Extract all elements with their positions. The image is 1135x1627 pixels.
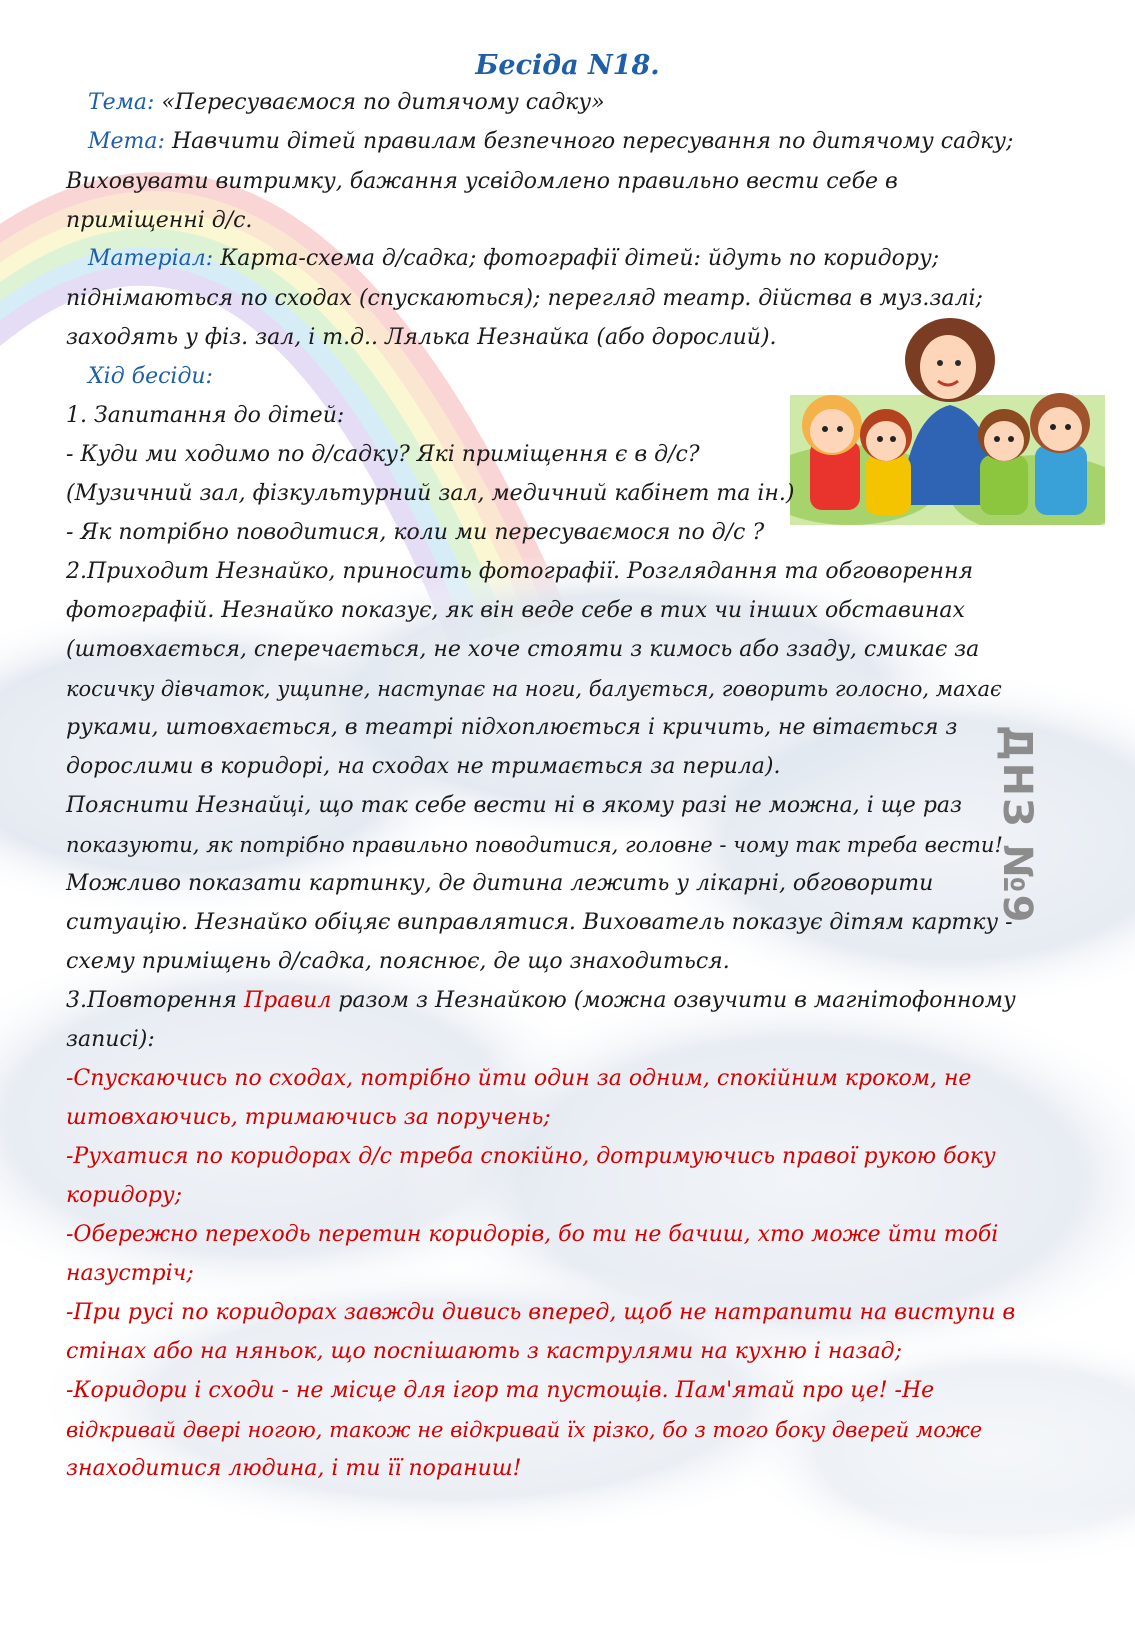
tema-line bbox=[88, 88, 605, 118]
rule-line: знаходитися людина, і ти її пораниш! bbox=[66, 1456, 522, 1481]
repeat-prefix: 3.Повторення bbox=[66, 988, 244, 1013]
dnz-watermark: ДНЗ №9 bbox=[994, 725, 1040, 925]
body-line: схему приміщень д/садка, пояснює, де що знаходиться. bbox=[66, 949, 730, 974]
rule-line: штовхаючись, тримаючись за поручень; bbox=[66, 1105, 551, 1130]
rule-line: відкривай двері ногою, також не відкривай їх різко, бо з того боку дверей може bbox=[66, 1418, 983, 1442]
body-line: (штовхається, сперечається, не хоче стояти з кимось або ззаду, смикає за bbox=[66, 637, 980, 662]
meta-text: Навчити дітей правилам безпечного пересування по дитячому садку; bbox=[171, 129, 1014, 154]
body-line: Пояснити Незнайці, що так себе вести ні в якому разі не можна, і ще раз bbox=[66, 793, 963, 818]
body-line: (Музичний зал, фізкультурний зал, медичний кабінет та ін.) bbox=[66, 481, 795, 506]
repeat-line-2: записі): bbox=[66, 1027, 155, 1052]
rule-line: -Коридори і сходи - не місце для ігор та пустощів. Пам'ятай про це! -Не bbox=[66, 1378, 935, 1403]
body-line: 2.Приходит Незнайко, приносить фотографії. Розглядання та обговорення bbox=[66, 559, 974, 584]
body-line: - Куди ми ходимо по д/садку? Які приміщення є в д/с? bbox=[66, 442, 700, 467]
rule-line: -Спускаючись по сходах, потрібно йти один за одним, спокійним кроком, не bbox=[66, 1066, 972, 1091]
meta-line bbox=[88, 127, 1013, 157]
body-line: - Як потрібно поводитися, коли ми пересуваємося по д/с ? bbox=[66, 520, 765, 545]
rule-line: -Обережно переходь перетин коридорів, бо ти не бачиш, хто може йти тобі bbox=[66, 1222, 999, 1247]
body-line: ситуацію. Незнайко обіцяє виправлятися. Вихователь показує дітям картку - bbox=[66, 910, 1013, 935]
meta-line-3: приміщенні д/с. bbox=[66, 208, 253, 233]
rule-line: назустріч; bbox=[66, 1261, 194, 1286]
rule-line: -Рухатися по коридорах д/с треба спокійно, дотримуючись правої рукою боку bbox=[66, 1144, 996, 1169]
material-text: Карта-схема д/садка; фотографії дітей: йдуть по коридору; bbox=[220, 246, 940, 271]
body-line: Можливо показати картинку, де дитина лежить у лікарні, обговорити bbox=[66, 871, 934, 896]
body-line: фотографій. Незнайко показує, як він веде себе в тих чи інших обставинах bbox=[66, 598, 965, 623]
rule-line: коридору; bbox=[66, 1183, 183, 1208]
body-line: косичку дівчаток, ущипне, наступає на ноги, балується, говорить голосно, махає bbox=[66, 677, 1002, 701]
material-line bbox=[88, 244, 939, 274]
material-line-3: заходять у фіз. зал, і т.д.. Лялька Незнайка (або дорослий). bbox=[66, 325, 777, 350]
material-label: Матеріал: bbox=[88, 246, 214, 271]
material-line-2: піднімаються по сходах (спускаються); перегляд театр. дійства в муз.залі; bbox=[66, 286, 983, 311]
meta-line-2: Виховувати витримку, бажання усвідомлено правильно вести себе в bbox=[66, 169, 898, 194]
body-line: руками, штовхається, в театрі підхоплюється і кричить, не вітається з bbox=[66, 715, 958, 740]
meta-label: Мета: bbox=[88, 129, 165, 154]
hid-label: Хід бесіди: bbox=[88, 364, 213, 389]
tema-text: «Пересуваємося по дитячому садку» bbox=[161, 90, 605, 115]
repeat-red-word: Правил bbox=[243, 988, 332, 1013]
repeat-suffix: разом з Незнайкою (можна озвучити в магнітофонному bbox=[331, 988, 1016, 1013]
document-title: Бесіда N18. bbox=[475, 50, 660, 81]
body-line: показуюти, як потрібно правильно поводитися, головне - чому так треба вести! bbox=[66, 833, 1003, 857]
tema-label: Тема: bbox=[88, 90, 155, 115]
repeat-line bbox=[66, 986, 1016, 1016]
rule-line: -При русі по коридорах завжди дивись вперед, щоб не натрапити на виступи в bbox=[66, 1300, 1016, 1325]
rule-line: стінах або на няньок, що поспішають з каструлями на кухню і назад; bbox=[66, 1339, 902, 1364]
body-line: 1. Запитання до дітей: bbox=[66, 403, 345, 428]
body-line: дорослими в коридорі, на сходах не тримається за перила). bbox=[66, 754, 781, 779]
